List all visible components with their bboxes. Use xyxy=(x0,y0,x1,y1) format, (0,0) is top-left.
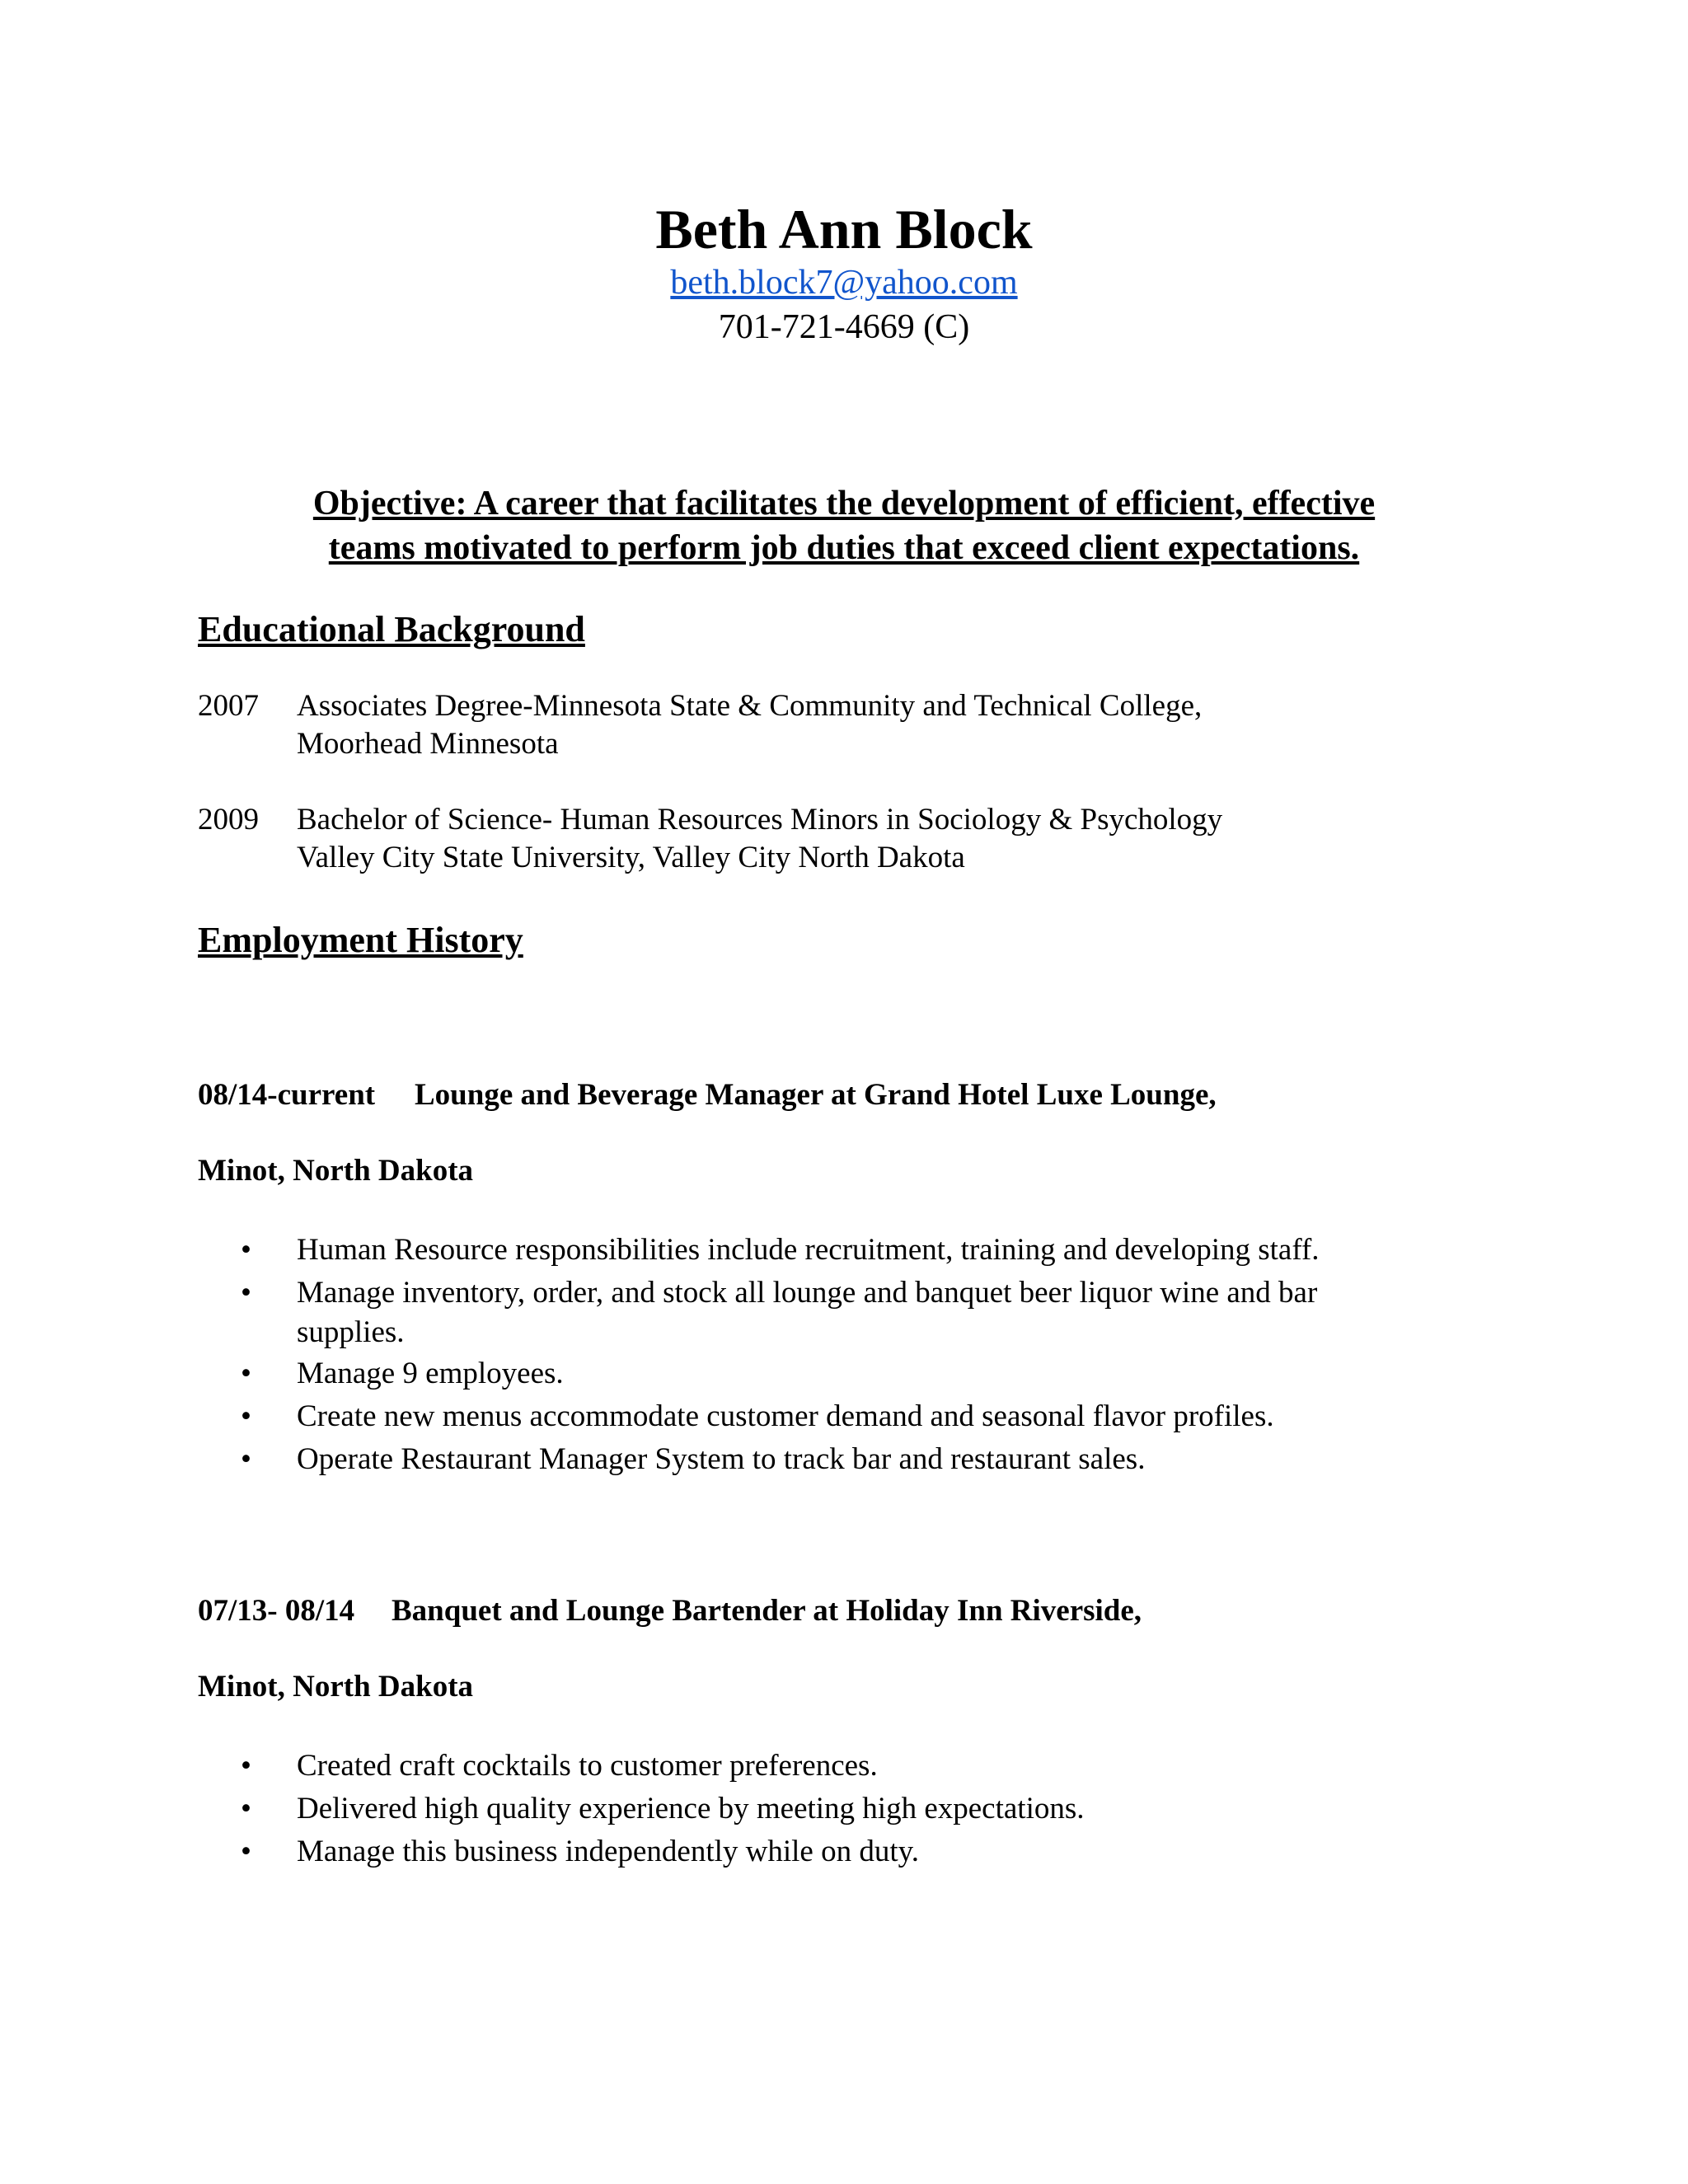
list-item: Manage 9 employees. xyxy=(297,1357,564,1390)
education-heading: Educational Background xyxy=(198,609,585,649)
employment-heading: Employment History xyxy=(198,920,523,960)
bullet-icon: • xyxy=(241,1399,251,1433)
list-item: Created craft cocktails to customer preferences. xyxy=(297,1749,878,1783)
bullet-icon: • xyxy=(241,1749,251,1783)
job-location: Minot, North Dakota xyxy=(198,1670,474,1704)
education-detail: Moorhead Minnesota xyxy=(297,727,559,761)
bullet-icon: • xyxy=(241,1276,251,1310)
objective-line-2: teams motivated to perform job duties that exceed client expectations. xyxy=(328,529,1360,567)
objective-line-1: Objective: A career that facilitates the development of efficient, effective xyxy=(312,485,1376,523)
list-item: Create new menus accommodate customer demand and seasonal flavor profiles. xyxy=(297,1399,1274,1433)
job-dates: 08/14-current xyxy=(198,1078,376,1112)
bullet-icon: • xyxy=(241,1357,251,1390)
bullet-icon: • xyxy=(241,1233,251,1267)
job-title: Lounge and Beverage Manager at Grand Hotel Luxe Lounge, xyxy=(415,1078,1217,1112)
list-item-continuation: supplies. xyxy=(297,1315,405,1349)
list-item: Human Resource responsibilities include recruitment, training and developing staff. xyxy=(297,1233,1320,1267)
education-year: 2007 xyxy=(198,689,259,723)
email-link[interactable] xyxy=(0,262,1688,303)
education-detail: Associates Degree-Minnesota State & Community and Technical College, xyxy=(297,689,1203,723)
education-year: 2009 xyxy=(198,803,259,837)
candidate-name: Beth Ann Block xyxy=(655,198,1033,260)
bullet-icon: • xyxy=(241,1792,251,1825)
job-dates: 07/13- 08/14 xyxy=(198,1594,355,1628)
list-item: Manage inventory, order, and stock all lounge and banquet beer liquor wine and bar xyxy=(297,1276,1318,1310)
education-detail: Bachelor of Science- Human Resources Minors in Sociology & Psychology xyxy=(297,803,1223,837)
phone-number: 701-721-4669 (C) xyxy=(718,308,970,346)
list-item: Operate Restaurant Manager System to track bar and restaurant sales. xyxy=(297,1442,1146,1476)
email-link-text[interactable]: beth.block7@yahoo.com xyxy=(670,264,1018,302)
job-location: Minot, North Dakota xyxy=(198,1154,474,1188)
bullet-icon: • xyxy=(241,1442,251,1476)
education-detail: Valley City State University, Valley City North Dakota xyxy=(297,841,965,874)
bullet-icon: • xyxy=(241,1835,251,1868)
list-item: Manage this business independently while on duty. xyxy=(297,1835,919,1868)
job-title: Banquet and Lounge Bartender at Holiday Inn Riverside, xyxy=(392,1594,1142,1628)
list-item: Delivered high quality experience by meeting high expectations. xyxy=(297,1792,1085,1825)
